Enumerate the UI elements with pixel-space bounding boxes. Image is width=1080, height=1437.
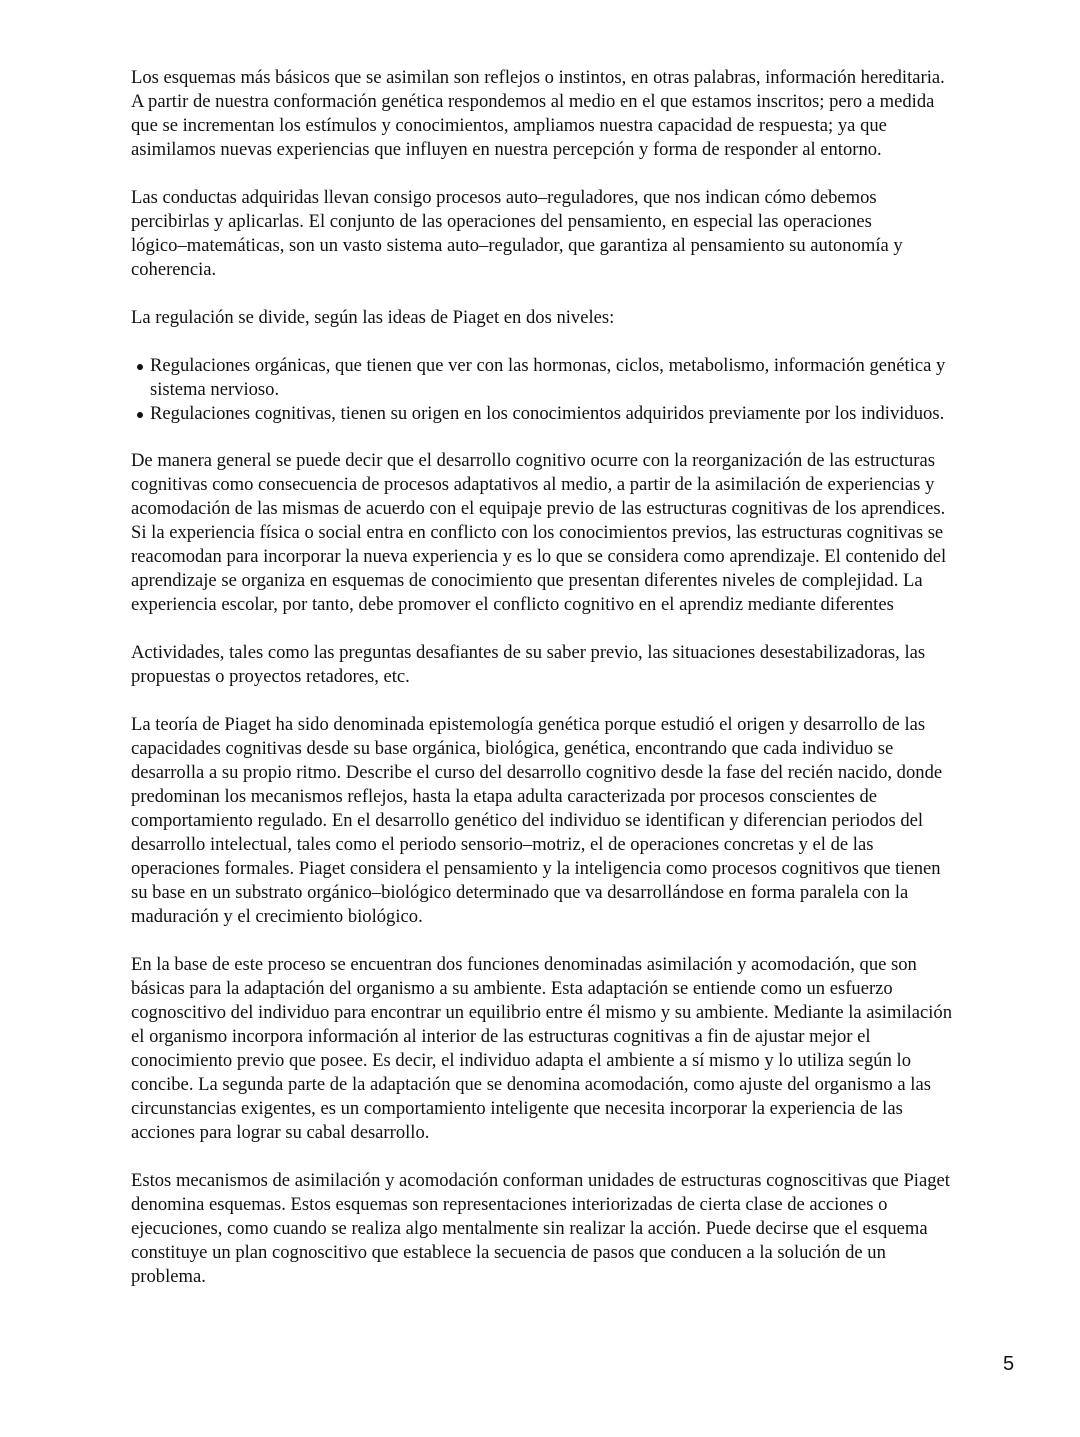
text-line: concibe. La segunda parte de la adaptación que se denomina acomodación, como ajuste del organismo a las: [131, 1074, 931, 1095]
text-line: coherencia.: [131, 259, 217, 280]
text-line: sistema nervioso.: [150, 379, 280, 400]
text-line: De manera general se puede decir que el desarrollo cognitivo ocurre con la reorganización de las estructuras: [131, 450, 935, 471]
text-line: constituye un plan cognoscitivo que establece la secuencia de pasos que conducen a la solución de un: [131, 1242, 886, 1263]
paragraph: [131, 641, 1031, 689]
text-line: A partir de nuestra conformación genética respondemos al medio en el que estamos inscritos; pero a medida: [131, 91, 935, 112]
bullet-item: [131, 354, 1031, 402]
text-line: percibirlas y aplicarlas. El conjunto de las operaciones del pensamiento, en especial las operaciones: [131, 211, 872, 232]
page-number: 5: [1003, 1353, 1015, 1375]
text-line: propuestas o proyectos retadores, etc.: [131, 666, 410, 687]
text-line: La teoría de Piaget ha sido denominada epistemología genética porque estudió el origen y desarrollo de las: [131, 714, 926, 735]
paragraph: [131, 66, 1031, 162]
text-line: su base en un substrato orgánico–biológico determinado que va desarrollándose en forma paralela con la: [131, 882, 909, 903]
text-line: circunstancias exigentes, es un comportamiento inteligente que necesita incorporar la experiencia de las: [131, 1098, 903, 1119]
paragraph: [131, 186, 1031, 282]
text-line: Regulaciones cognitivas, tienen su origen en los conocimientos adquiridos previamente por los individuos.: [150, 403, 945, 424]
paragraph: [131, 449, 1031, 617]
text-line: capacidades cognitivas desde su base orgánica, biológica, genética, encontrando que cada individuo se: [131, 738, 894, 759]
text-line: operaciones formales. Piaget considera el pensamiento y la inteligencia como procesos cognitivos que tienen: [131, 858, 941, 879]
text-line: el organismo incorpora información al interior de las estructuras cognitivas a fin de ajustar mejor el: [131, 1026, 871, 1047]
text-line: predominan los mecanismos reflejos, hasta la etapa adulta caracterizada por procesos conscientes de: [131, 786, 878, 807]
text-line: desarrollo intelectual, tales como el periodo sensorio–motriz, el de operaciones concretas y el de las: [131, 834, 874, 855]
text-line: conocimiento previo que posee. Es decir, el individuo adapta el ambiente a sí mismo y lo utiliza según lo: [131, 1050, 911, 1071]
text-line: comportamiento regulado. En el desarrollo genético del individuo se identifican y diferencian periodos del: [131, 810, 924, 831]
text-line: Los esquemas más básicos que se asimilan son reflejos o instintos, en otras palabras, información hereditaria.: [131, 67, 945, 88]
text-line: problema.: [131, 1266, 206, 1287]
text-line: lógico–matemáticas, son un vasto sistema auto–regulador, que garantiza al pensamiento su autonomía y: [131, 235, 903, 256]
text-line: que se incrementan los estímulos y conocimientos, ampliamos nuestra capacidad de respuesta; ya que: [131, 115, 887, 136]
text-line: reacomodan para incorporar la nueva experiencia y es lo que se considera como aprendizaje. El contenido del: [131, 546, 947, 567]
text-line: Estos mecanismos de asimilación y acomodación conforman unidades de estructuras cognoscitivas que Piaget: [131, 1170, 950, 1191]
text-line: denomina esquemas. Estos esquemas son representaciones interiorizadas de cierta clase de acciones o: [131, 1194, 888, 1215]
paragraph: [131, 1169, 1031, 1289]
text-line: maduración y el crecimiento biológico.: [131, 906, 423, 927]
paragraph: [131, 306, 1031, 330]
text-line: Las conductas adquiridas llevan consigo procesos auto–reguladores, que nos indican cómo debemos: [131, 187, 877, 208]
text-line: acciones para lograr su cabal desarrollo.: [131, 1122, 430, 1143]
bullet-list: [131, 354, 1031, 426]
text-line: aprendizaje se organiza en esquemas de conocimiento que presentan diferentes niveles de complejidad. La: [131, 570, 923, 591]
text-line: La regulación se divide, según las ideas de Piaget en dos niveles:: [131, 307, 615, 328]
paragraph: [131, 953, 1031, 1145]
text-line: En la base de este proceso se encuentran dos funciones denominadas asimilación y acomodación, que son: [131, 954, 917, 975]
bullet-item: [131, 402, 1031, 426]
text-line: Si la experiencia física o social entra en conflicto con los conocimientos previos, las estructuras cognitivas se: [131, 522, 944, 543]
text-line: acomodación de las mismas de acuerdo con el equipaje previo de las estructuras cognitivas de los aprendices.: [131, 498, 946, 519]
paragraph: [131, 713, 1031, 929]
text-line: desarrolla a su propio ritmo. Describe el curso del desarrollo cognitivo desde la fase del recién nacido, donde: [131, 762, 943, 783]
text-line: Actividades, tales como las preguntas desafiantes de su saber previo, las situaciones desestabilizadoras, las: [131, 642, 926, 663]
text-line: cognoscitivo del individuo para encontrar un equilibrio entre él mismo y su ambiente. Mediante la asimilación: [131, 1002, 953, 1023]
text-line: Regulaciones orgánicas, que tienen que ver con las hormonas, ciclos, metabolismo, información genética y: [150, 355, 946, 376]
text-line: cognitivas como consecuencia de procesos adaptativos al medio, a partir de la asimilación de experiencias y: [131, 474, 935, 495]
text-line: asimilamos nuevas experiencias que influyen en nuestra percepción y forma de responder al entorno.: [131, 139, 882, 160]
document-body: [131, 66, 1031, 1313]
text-line: básicas para la adaptación del organismo a su ambiente. Esta adaptación se entiende como un esfuerzo: [131, 978, 893, 999]
text-line: experiencia escolar, por tanto, debe promover el conflicto cognitivo en el aprendiz mediante diferentes: [131, 594, 894, 615]
text-line: ejecuciones, como cuando se realiza algo mentalmente sin realizar la acción. Puede decirse que el esquema: [131, 1218, 928, 1239]
